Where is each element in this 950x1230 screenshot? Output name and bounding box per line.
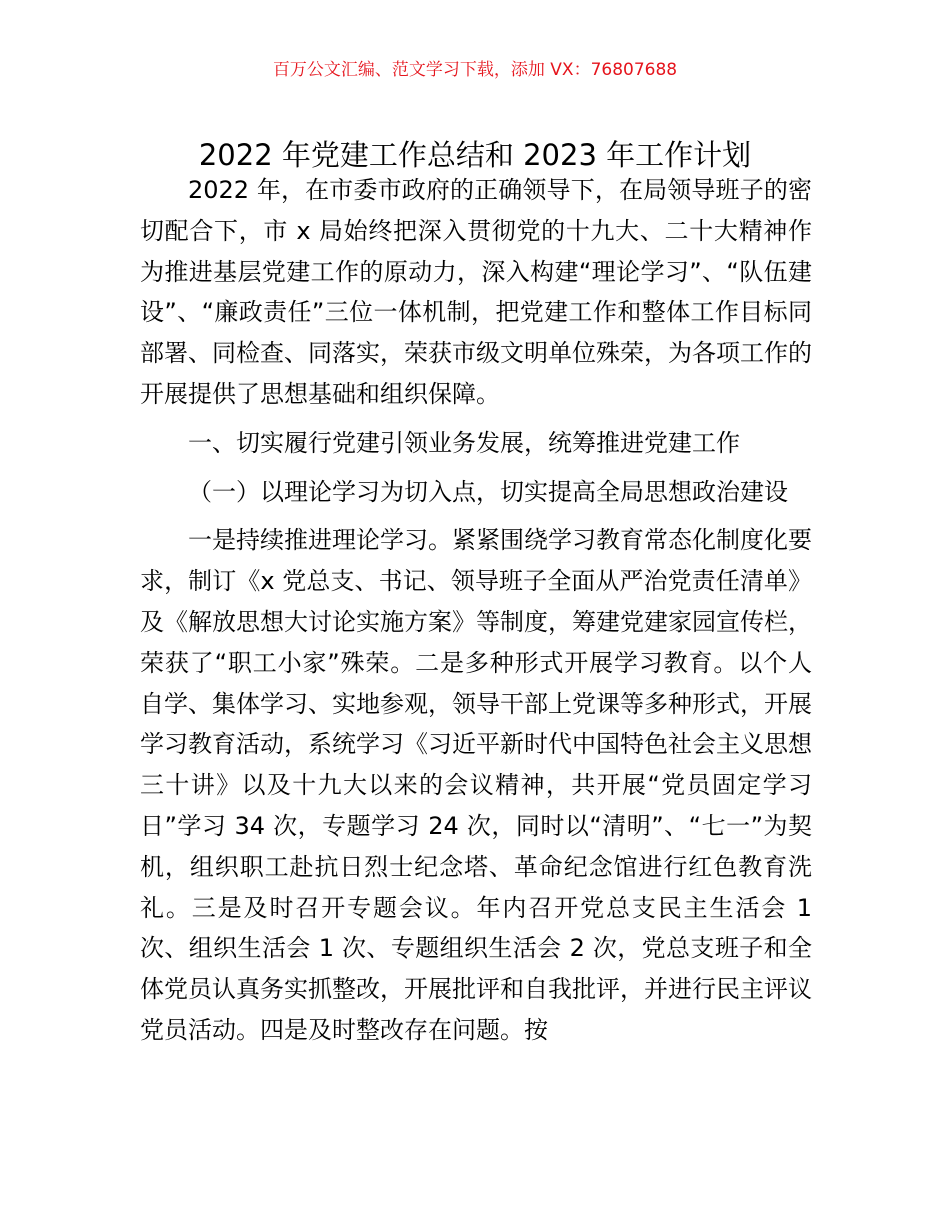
- document-title: 2022 年党建工作总结和 2023 年工作计划: [198, 138, 752, 173]
- subsection-heading: （一）以理论学习为切入点，切实提高全局思想政治建设: [188, 477, 788, 506]
- header-banner: 百万公文汇编、范文学习下载，添加 VX：76807688: [272, 60, 678, 80]
- section-heading: 一、切实履行党建引领业务发展，统筹推进党建工作: [188, 428, 740, 457]
- subsection-paragraph: 一是持续推进理论学习。紧紧围绕学习教育常态化制度化要求，制订《x 党总支、书记、领导班子全面从严治党责任清单》及《解放思想大讨论实施方案》等制度，筹建党建家园宣传栏，荣获了“职工小家”殊荣。二是多种形式开展学习教育。以个人自学、集体学习、实地参观，领导干部上党课等多种形式，开展学习教育活动，系统学习《习近平新时代中国特色社会主义思想三十讲》以及十九大以来的会议精神，共开展“党员固定学习日”学习 34 次，专题学习 24 次，同时以“清明”、“七一”为契机，组织职工赴抗日烈士纪念塔、革命纪念馆进行红色教育洗礼。三是及时召开专题会议。年内召开党总支民主生活会 1 次、组织生活会 1 次、专题组织生活会 2 次，党总支班子和全体党员认真务实抓整改，开展批评和自我批评，并进行民主评议党员活动。四是及时整改存在问题。按: [140, 526, 812, 1044]
- document-body: [140, 170, 812, 1051]
- intro-paragraph: 2022 年，在市委市政府的正确领导下，在局领导班子的密切配合下，市 x 局始终把深入贯彻党的十九大、二十大精神作为推进基层党建工作的原动力，深入构建“理论学习”、“队伍建设”、“廉政责任”三位一体机制，把党建工作和整体工作目标同部署、同检查、同落实，荣获市级文明单位殊荣，为各项工作的开展提供了思想基础和组织保障。: [140, 176, 812, 408]
